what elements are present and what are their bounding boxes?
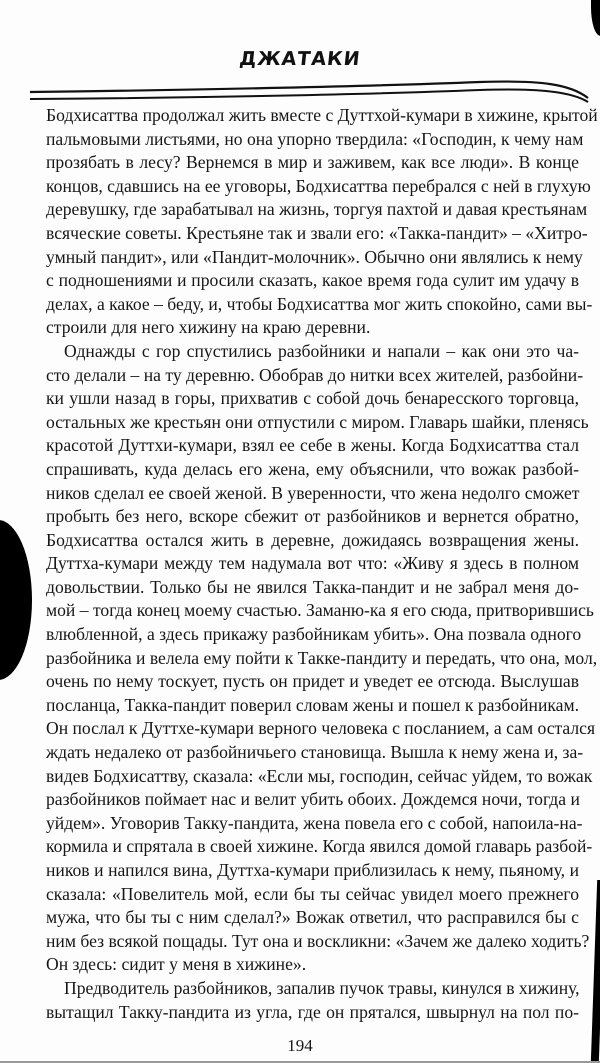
text-line: Бодхисаттва остался жить в деревне, дожидаясь возвращения жены. [46,529,579,550]
running-title: ДЖАТАКИ [238,48,362,70]
text-line: Бодхисаттва продолжал жить вместе с Дуттхой-кумари в хижине, крытой [46,105,598,125]
text-line: влюбленной, а здесь прикажу разбойникам убить». Она позвала одного [46,624,582,645]
text-line: красотой Дуттхи-кумари, взял ее себе в жены. Когда Бодхисаттва стал [46,435,579,456]
text-line: сто делали – на ту деревню. Обобрав до нитки всех жителей, разбойни- [46,364,584,385]
text-line: строили для него хижину на краю деревни. [46,317,371,338]
text-line: пальмовыми листьями, но она упорно твердила: «Господин, к чему нам [46,128,584,149]
text-line: остальных же крестьян они отпустили с миром. Главарь шайки, пленясь [46,411,589,432]
text-line: ников и напился вина, Дуттха-кумари приблизилась к нему, пьяному, и [46,860,579,880]
text-line: ждать недалеко от разбойничьего становища. Вышла к нему жена и, за- [46,742,584,763]
text-line: вытащил Такку-пандита из угла, где он прятался, швырнул на пол по- [46,1001,579,1022]
text-line: посланца, Такка-пандит поверил словам жены и пошел к разбойникам. [46,694,579,715]
text-line: Он здесь: сидит у меня в хижине». [46,954,307,975]
scan-edge-top-right [591,0,600,36]
text-line: Предводитель разбойников, запалив пучок травы, кинулся в хижину, [64,977,580,998]
text-line: мой – тогда конец моему счастью. Заманю-ка я его сюда, притворившись [46,600,594,621]
page-number: 194 [287,1036,313,1055]
text-line: концов, сдавшись на ее уговоры, Бодхисаттва перебрался с ней в глухую [46,175,591,196]
text-line: сказала: «Повелитель мой, если бы ты сейчас увидел моего прежнего [46,883,579,904]
scan-shadow-left [0,520,32,680]
text-line: уйдем». Уговорив Такку-пандита, жена повела его с собой, напоила-на- [46,812,583,833]
text-line: мужа, что бы ты с ним сделал?» Вожак ответил, что расправился бы с [46,907,579,928]
text-line: делах, а какое – беду, и, чтобы Бодхисаттва мог жить спокойно, сами вы- [46,293,593,314]
text-line: кормила и спрятала в своей хижине. Когда явился домой главарь разбой- [46,836,593,857]
text-line: разбойника и велела ему пойти к Такке-пандиту и передать, что она, мол, [46,647,598,668]
text-line: спрашивать, куда делась его жена, ему объяснили, что вожак разбой- [46,458,579,479]
text-line: пробыть без него, вскоре сбежит от разбойников и вернется обратно, [46,506,579,527]
text-line: довольствии. Только бы не явился Такка-пандит и не забрал меня до- [46,576,579,597]
text-line: ним без всякой пощады. Тут она и воскликни: «Зачем же далеко ходить? [46,930,590,951]
text-line: ки ушли назад в горы, прихватив с собой дочь бенаресского торговца, [46,388,579,409]
text-line: очень по нему тоскует, пусть он придет и уведет ее отсюда. Выслушав [46,671,579,692]
text-line: умный пандит», или «Пандит-молочник». Обычно они являлись к нему [46,246,583,267]
text-line: Он послал к Дуттхе-кумари верного человека с посланием, а сам остался [46,718,596,739]
text-line: разбойников поймает нас и велит убить обоих. Дождемся ночи, тогда и [46,789,580,810]
body-text [46,104,598,1024]
text-line: с подношениями и просили сказать, какое время года сулит им удачу в [46,270,579,291]
text-line: всяческие советы. Крестьяне так и звали его: «Такка-пандит» – «Хитро- [46,222,588,243]
text-line: ников сделал ее своей женой. В уверенности, что жена недолго сможет [46,482,580,503]
text-line: прозябать в лесу? Вернемся в мир и заживем, как все люди». В конце [46,152,579,173]
text-line: деревушку, где зарабатывал на жизнь, торгуя пахтой и давая крестьянам [46,199,588,220]
text-line: Дуттха-кумари между тем надумала вот что: «Живу я здесь в полном [46,553,579,574]
text-line: Однажды с гор спустились разбойники и напали – как они это ча- [64,340,579,361]
text-line: видев Бодхисаттву, сказала: «Если мы, господин, сейчас уйдем, то вожак [46,765,593,786]
